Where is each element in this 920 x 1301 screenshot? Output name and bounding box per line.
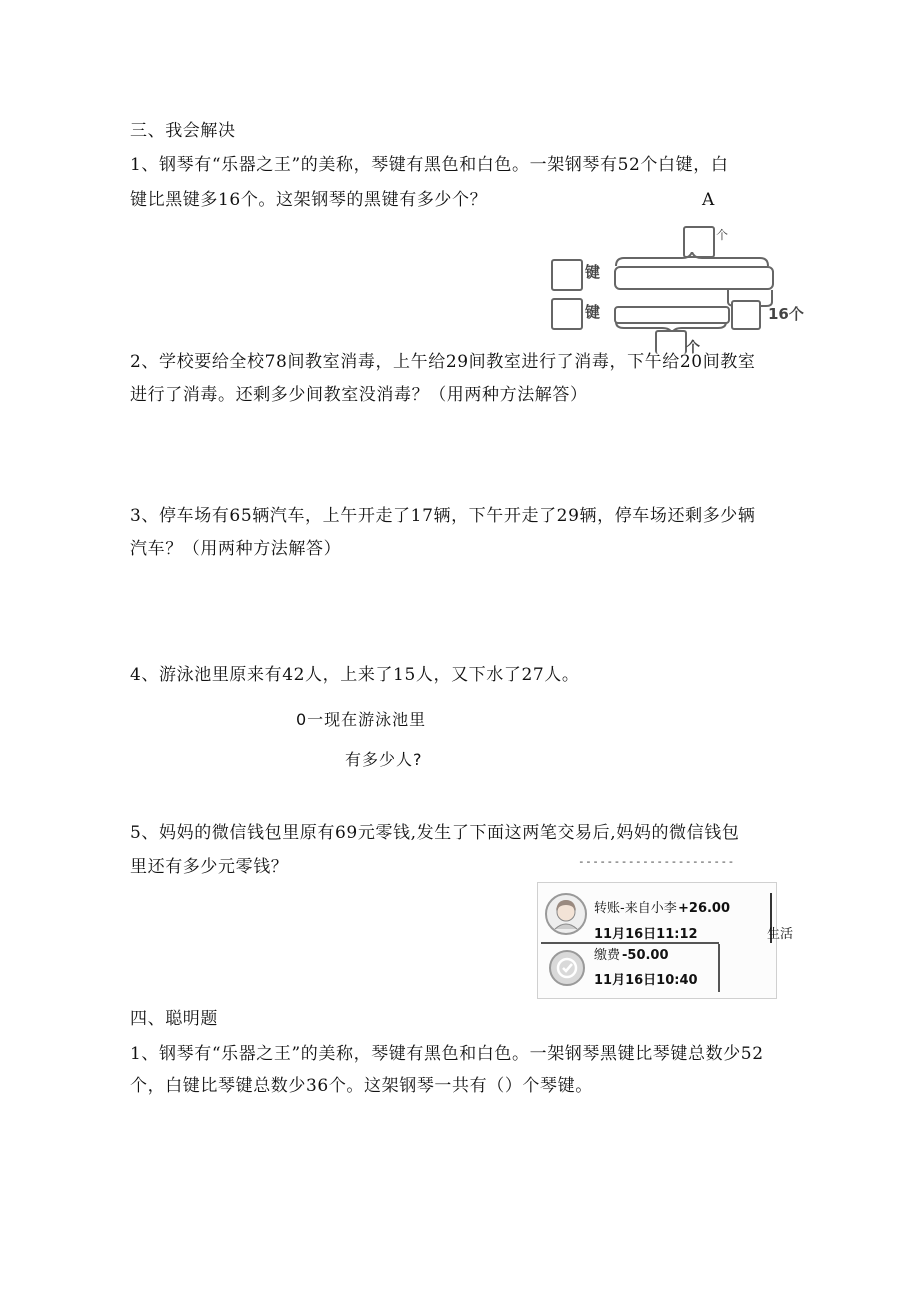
transaction-1-time: 11月16日11:12	[594, 927, 698, 942]
transaction-divider	[541, 942, 719, 944]
section-heading-2: 四、聪明题	[130, 1009, 218, 1029]
question-3-line-2: 汽车？（用两种方法解答）	[130, 539, 342, 559]
transaction-1-amount: +26.00	[678, 901, 731, 916]
transaction-2-title: 缴费	[594, 948, 621, 963]
bonus-question-line-1: 1、钢琴有“乐器之王”的美称，琴键有黑色和白色。一架钢琴黑键比琴键总数少52	[130, 1044, 764, 1064]
answer-box-row-1	[551, 259, 583, 291]
row-2-label: 键	[585, 303, 601, 321]
side-label: 生活	[767, 927, 794, 942]
speech-bubble-line-2: 有多少人?	[345, 750, 423, 769]
question-1-line-1: 1、钢琴有“乐器之王”的美称，琴键有黑色和白色。一架钢琴有52个白键，白	[130, 155, 729, 175]
dashed-line: ----------------------	[578, 855, 735, 868]
bonus-question-line-2: 个，白键比琴键总数少36个。这架钢琴一共有（）个琴键。	[130, 1076, 593, 1096]
question-4-line-1: 4、游泳池里原来有42人，上来了15人，又下水了27人。	[130, 665, 580, 685]
question-2-line-1: 2、学校要给全校78间教室消毒，上午给29间教室进行了消毒，下午给20间教室	[130, 352, 756, 372]
question-3-line-1: 3、停车场有65辆汽车，上午开走了17辆，下午开走了29辆，停车场还剩多少辆	[130, 506, 756, 526]
avatar-icon	[545, 893, 587, 935]
question-1-line-2: 键比黑键多16个。这架钢琴的黑键有多少个？	[130, 190, 488, 210]
answer-box-difference	[731, 300, 761, 330]
payment-icon	[549, 950, 585, 986]
white-keys-bar	[614, 266, 774, 290]
card-inner-border	[718, 944, 720, 992]
section-heading: 三、我会解决	[130, 121, 236, 141]
question-5-line-2: 里还有多少元零钱？	[130, 857, 289, 877]
speech-bubble-line-1: 0一现在游泳池里	[296, 710, 427, 729]
transaction-2-time: 11月16日10:40	[594, 973, 698, 988]
bottom-box-label: 个	[686, 340, 700, 356]
transaction-2-amount: -50.00	[622, 948, 669, 963]
answer-box-row-2	[551, 298, 583, 330]
corner-mark: A	[702, 190, 715, 210]
question-5-line-1: 5、妈妈的微信钱包里原有69元零钱,发生了下面这两笔交易后,妈妈的微信钱包	[130, 823, 740, 843]
difference-label: 16个	[768, 305, 804, 323]
row-1-label: 键	[585, 263, 601, 281]
top-box-label: 个	[716, 228, 729, 242]
transaction-1-title: 转账-来自小李	[594, 901, 677, 916]
question-2-line-2: 进行了消毒。还剩多少间教室没消毒？（用两种方法解答）	[130, 385, 588, 405]
